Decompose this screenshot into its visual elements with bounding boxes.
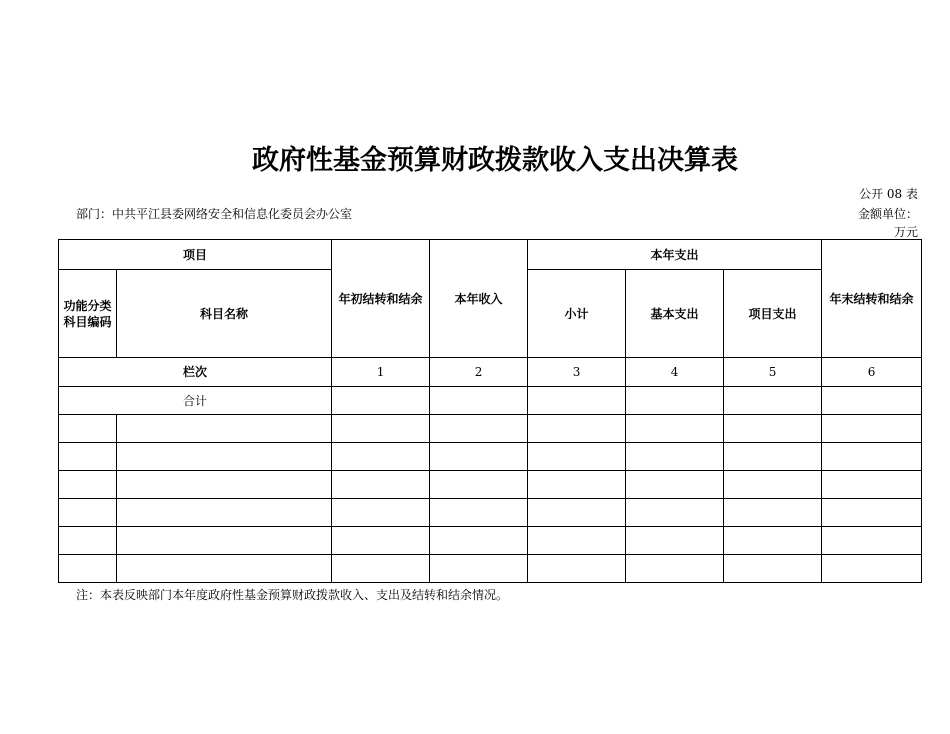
table-cell	[822, 443, 922, 471]
table-row	[59, 443, 922, 471]
table-cell	[528, 555, 626, 583]
table-cell	[332, 471, 430, 499]
header-subject-name: 科目名称	[117, 270, 332, 358]
header-current-expense: 本年支出	[528, 240, 822, 270]
unit-value: 万元	[893, 225, 918, 239]
column-index-row	[59, 358, 922, 387]
table-cell	[626, 415, 724, 443]
column-index-2: 2	[430, 358, 528, 387]
header-project: 项目	[59, 240, 332, 270]
column-index-label: 栏次	[59, 358, 332, 387]
table-row	[59, 527, 922, 555]
table-cell	[117, 415, 332, 443]
table-cell	[528, 415, 626, 443]
table-cell	[332, 555, 430, 583]
header-project-expense: 项目支出	[724, 270, 822, 358]
header-func-code-line1: 功能分类	[63, 298, 112, 313]
table-cell	[822, 387, 922, 415]
document-title: 政府性基金预算财政拨款收入支出决算表	[252, 145, 738, 176]
table-row	[59, 555, 922, 583]
table-cell	[724, 443, 822, 471]
table-cell	[117, 443, 332, 471]
header-subtotal: 小计	[528, 270, 626, 358]
column-index-5: 5	[724, 358, 822, 387]
table-cell	[626, 471, 724, 499]
table-row	[59, 471, 922, 499]
report-table	[58, 239, 922, 583]
table-cell	[332, 443, 430, 471]
table-cell	[626, 499, 724, 527]
table-row	[59, 415, 922, 443]
table-cell	[430, 499, 528, 527]
table-cell	[724, 415, 822, 443]
unit-label: 金额单位：	[857, 207, 918, 221]
table-cell	[724, 499, 822, 527]
table-row	[59, 499, 922, 527]
column-index-1: 1	[332, 358, 430, 387]
table-cell	[430, 471, 528, 499]
header-func-code-line2: 科目编码	[63, 314, 112, 329]
table-cell	[332, 527, 430, 555]
table-cell	[626, 527, 724, 555]
table-cell	[528, 471, 626, 499]
header-func-code	[59, 270, 117, 358]
footnote: 注：本表反映部门本年度政府性基金预算财政拨款收入、支出及结转和结余情况。	[76, 588, 509, 602]
table-cell	[59, 443, 117, 471]
column-index-3: 3	[528, 358, 626, 387]
table-cell	[59, 499, 117, 527]
table-cell	[626, 555, 724, 583]
department-label: 部门：中共平江县委网络安全和信息化委员会办公室	[76, 207, 353, 221]
table-cell	[822, 555, 922, 583]
form-number: 公开 08 表	[859, 187, 918, 201]
table-cell	[59, 415, 117, 443]
table-cell	[332, 387, 430, 415]
total-label: 合计	[59, 387, 332, 415]
table-cell	[332, 415, 430, 443]
header-basic-expense: 基本支出	[626, 270, 724, 358]
table-cell	[724, 555, 822, 583]
table-cell	[822, 499, 922, 527]
table-cell	[626, 443, 724, 471]
header-begin-balance: 年初结转和结余	[332, 240, 430, 358]
table-cell	[528, 443, 626, 471]
table-cell	[430, 443, 528, 471]
table-cell	[822, 527, 922, 555]
table-cell	[822, 471, 922, 499]
total-row	[59, 387, 922, 415]
header-current-income: 本年收入	[430, 240, 528, 358]
table-cell	[117, 527, 332, 555]
table-cell	[59, 555, 117, 583]
table-cell	[528, 499, 626, 527]
table-cell	[117, 499, 332, 527]
table-cell	[528, 527, 626, 555]
table-cell	[724, 527, 822, 555]
column-index-4: 4	[626, 358, 724, 387]
table-cell	[430, 527, 528, 555]
table-cell	[430, 555, 528, 583]
table-cell	[59, 527, 117, 555]
table-cell	[626, 387, 724, 415]
table-cell	[430, 415, 528, 443]
table-cell	[822, 415, 922, 443]
table-cell	[528, 387, 626, 415]
header-row-1	[59, 240, 922, 270]
table-cell	[117, 471, 332, 499]
table-cell	[724, 471, 822, 499]
table-cell	[332, 499, 430, 527]
table-cell	[117, 555, 332, 583]
header-end-balance: 年末结转和结余	[822, 240, 922, 358]
table-cell	[430, 387, 528, 415]
column-index-6: 6	[822, 358, 922, 387]
table-cell	[724, 387, 822, 415]
table-cell	[59, 471, 117, 499]
